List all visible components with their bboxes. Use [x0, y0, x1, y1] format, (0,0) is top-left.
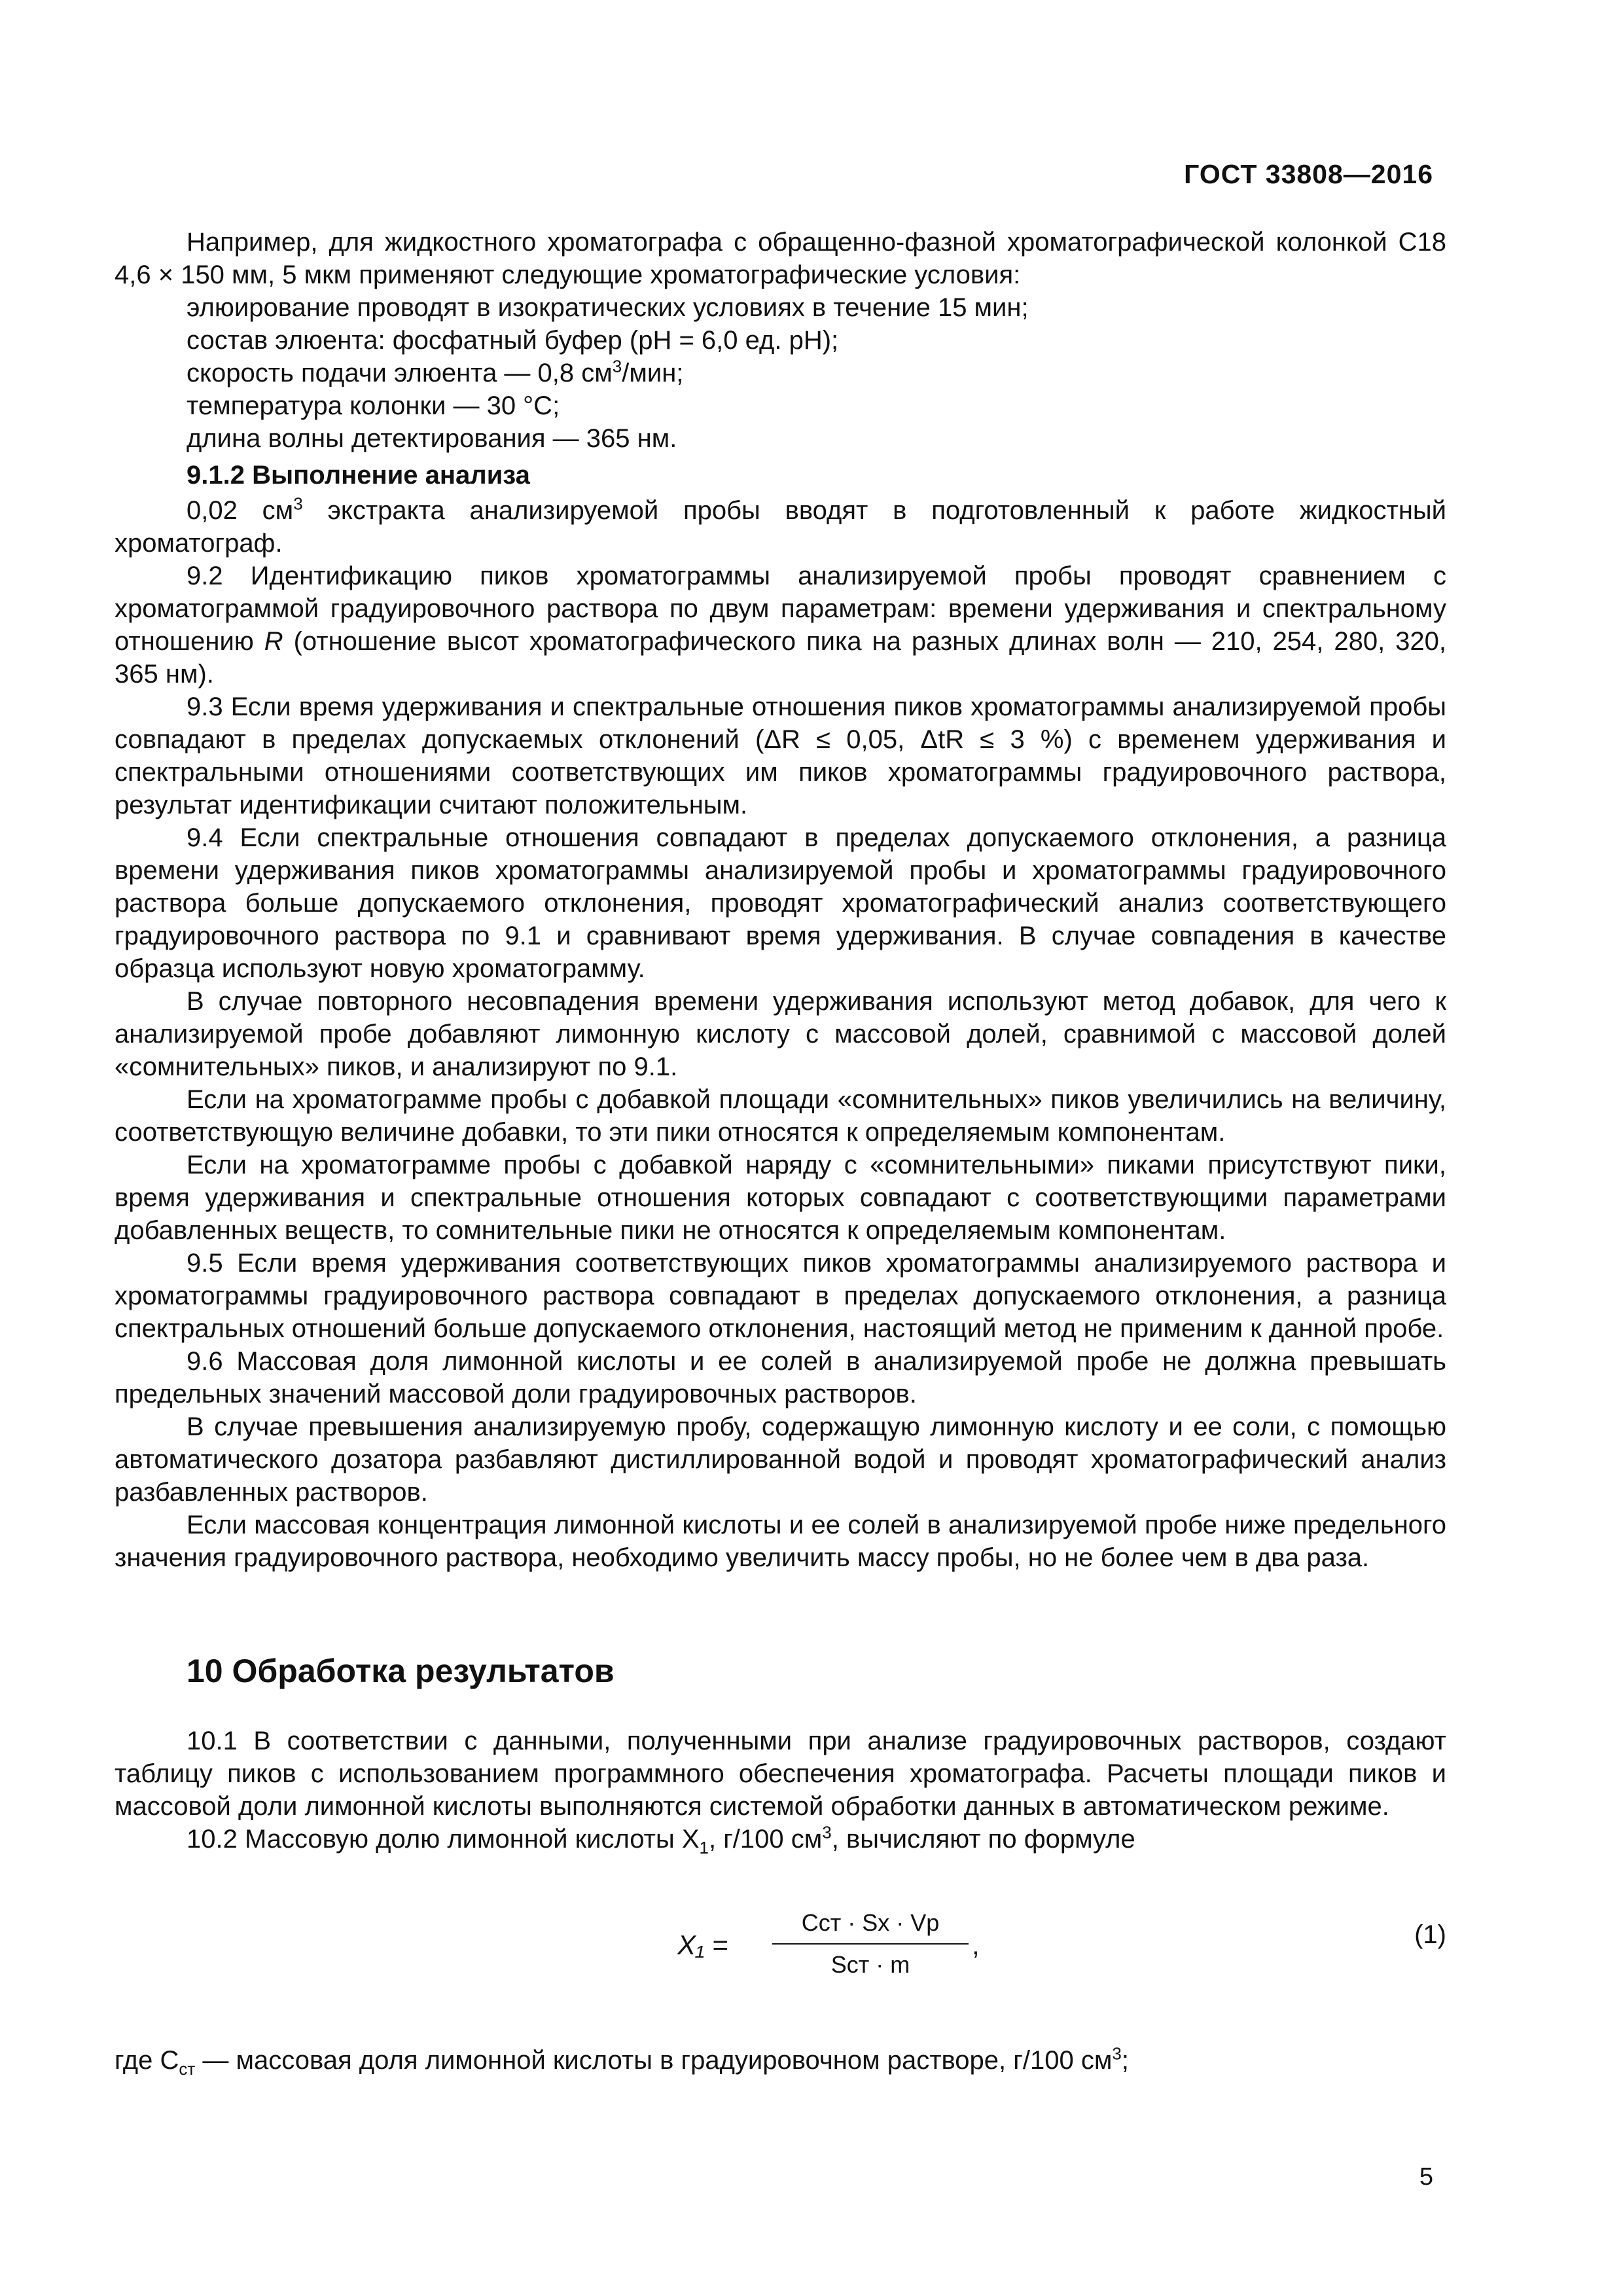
text-run: экстракта анализируемой пробы вводят в подготовленный к работе жидкостный хроматограф.: [115, 496, 1446, 558]
document-code-header: ГОСТ 33808—2016: [1184, 159, 1433, 189]
formula-comma: ,: [972, 1929, 980, 1960]
text-run: 10.2 Массовую долю лимонной кислоты X: [187, 1825, 700, 1854]
where-text: — массовая доля лимонной кислоты в градуировочном растворе, г/100 см: [195, 2046, 1113, 2075]
condition-line: температура колонки — 30 °С;: [187, 391, 560, 420]
paragraph: Если на хроматограмме пробы с добавкой наряду с «сомнительными» пиками присутствуют пики, время удерживания и спектральные отношения которых совпадают с соответствующими параметрами добавленных веществ, то сомнительные пики не относятся к определяемым компонентам.: [115, 1151, 1446, 1245]
text-run: 0,02 см: [187, 496, 294, 525]
subsection-heading: 9.1.2 Выполнение анализа: [187, 461, 530, 490]
condition-line: состав элюента: фосфатный буфер (рН = 6,0 ед. рН);: [187, 326, 839, 355]
where-end: ;: [1121, 2046, 1129, 2075]
paragraph: Например, для жидкостного хроматографа с обращенно-фазной хроматографической колонкой С18 4,6 × 150 мм, 5 мкм применяют следующие хроматографические условия:: [115, 228, 1446, 289]
text-run: 9.2 Идентификацию пиков хроматограммы анализируемой пробы проводят сравнением с хроматограммой градуировочного раствора по двум параметрам: времени удерживания и спектральному отношению: [115, 562, 1446, 656]
condition-line: длина волны детектирования — 365 нм.: [187, 424, 677, 453]
where-clause: [115, 2044, 1446, 2077]
section-heading: 10 Обработка результатов: [187, 1653, 615, 1689]
where-sub: ст: [179, 2059, 196, 2079]
paragraph: 9.6 Массовая доля лимонной кислоты и ее солей в анализируемой пробе не должна превышать предельных значений массовой доли градуировочных растворов.: [115, 1347, 1446, 1408]
formula-1: [115, 1882, 1446, 2013]
text-run: , вычисляют по формуле: [831, 1825, 1135, 1854]
paragraph: [115, 494, 1446, 560]
paragraph: 9.5 Если время удерживания соответствующих пиков хроматограммы анализируемого раствора и хроматограммы градуировочного раствора совпадают в пределах допускаемого отклонения, а разница спектральных отношений больше допускаемого отклонения, настоящий метод не применим к данной пробе.: [115, 1249, 1446, 1343]
text-run: скорость подачи элюента — 0,8 см: [187, 359, 613, 387]
formula-number: (1): [1414, 1920, 1446, 1949]
text-run: 3: [822, 1822, 832, 1842]
where-pre: где C: [115, 2046, 179, 2075]
paragraph: [115, 1823, 1446, 1856]
page-number: 5: [1419, 2163, 1433, 2191]
text-run: , г/100 см: [708, 1825, 823, 1854]
paragraph: В случае превышения анализируемую пробу, содержащую лимонную кислоту и ее соли, с помощью автоматического дозатора разбавляют дистиллированной водой и проводят хроматографический анализ разбавленных растворов.: [115, 1412, 1446, 1507]
formula-denominator: Sст · m: [830, 1951, 910, 1978]
paragraph: Если массовая концентрация лимонной кислоты и ее солей в анализируемой пробе ниже предельного значения градуировочного раствора, необходимо увеличить массу пробы, но не более чем в два раза.: [115, 1511, 1446, 1572]
paragraph: 9.4 Если спектральные отношения совпадают в пределах допускаемого отклонения, а разница времени удерживания пиков хроматограммы анализируемой пробы и хроматограммы градуировочного раствора больше допускаемого отклонения, проводят хроматографический анализ соответствующего градуировочного раствора по 9.1 и сравнивают время удерживания. В случае совпадения в качестве образца используют новую хроматограмму.: [115, 823, 1446, 983]
paragraph: [115, 560, 1446, 691]
paragraph: 10.1 В соответствии с данными, полученными при анализе градуировочных растворов, создают таблицу пиков с использованием программного обеспечения хроматографа. Расчеты площади пиков и массовой доли лимонной кислоты выполняются системой обработки данных в автоматическом режиме.: [115, 1727, 1446, 1821]
formula-numerator: Cст · Sx · Vр: [772, 1907, 969, 1945]
condition-line: элюирование проводят в изократических условиях в течение 15 мин;: [187, 293, 1029, 322]
formula-fraction: [772, 1907, 969, 1981]
body-text: [115, 226, 1446, 2077]
text-run: 3: [612, 356, 622, 376]
paragraph: В случае повторного несовпадения времени удерживания используют метод добавок, для чего к анализируемой пробе добавляют лимонную кислоту с массовой долей, сравнимой с массовой долей «сомнительных» пиков, и анализируют по 9.1.: [115, 987, 1446, 1081]
text-run: 1: [699, 1838, 709, 1857]
paragraph: 9.3 Если время удерживания и спектральные отношения пиков хроматограммы анализируемой пробы совпадают в пределах допускаемых отклонений (ΔR ≤ 0,05, ΔtR ≤ 3 %) с временем удерживания и спектральными отношениями соответствующих им пиков хроматограммы градуировочного раствора, результат идентификации считают положительным.: [115, 692, 1446, 819]
where-sup: 3: [1112, 2043, 1122, 2064]
condition-line: [115, 357, 1446, 389]
text-run: (отношение высот хроматографического пика на разных длинах волн — 210, 254, 280, 320, 365 нм).: [115, 627, 1447, 689]
paragraph: Если на хроматограмме пробы с добавкой площади «сомнительных» пиков увеличились на величину, соответствующую величине добавки, то эти пики относятся к определяемым компонентам.: [115, 1085, 1446, 1147]
formula-lhs: X₁ =: [677, 1929, 728, 1960]
text-run: 3: [293, 493, 303, 514]
text-run: /мин;: [622, 359, 684, 387]
paragraphs: [115, 226, 1446, 1856]
text-run: R: [264, 627, 283, 656]
